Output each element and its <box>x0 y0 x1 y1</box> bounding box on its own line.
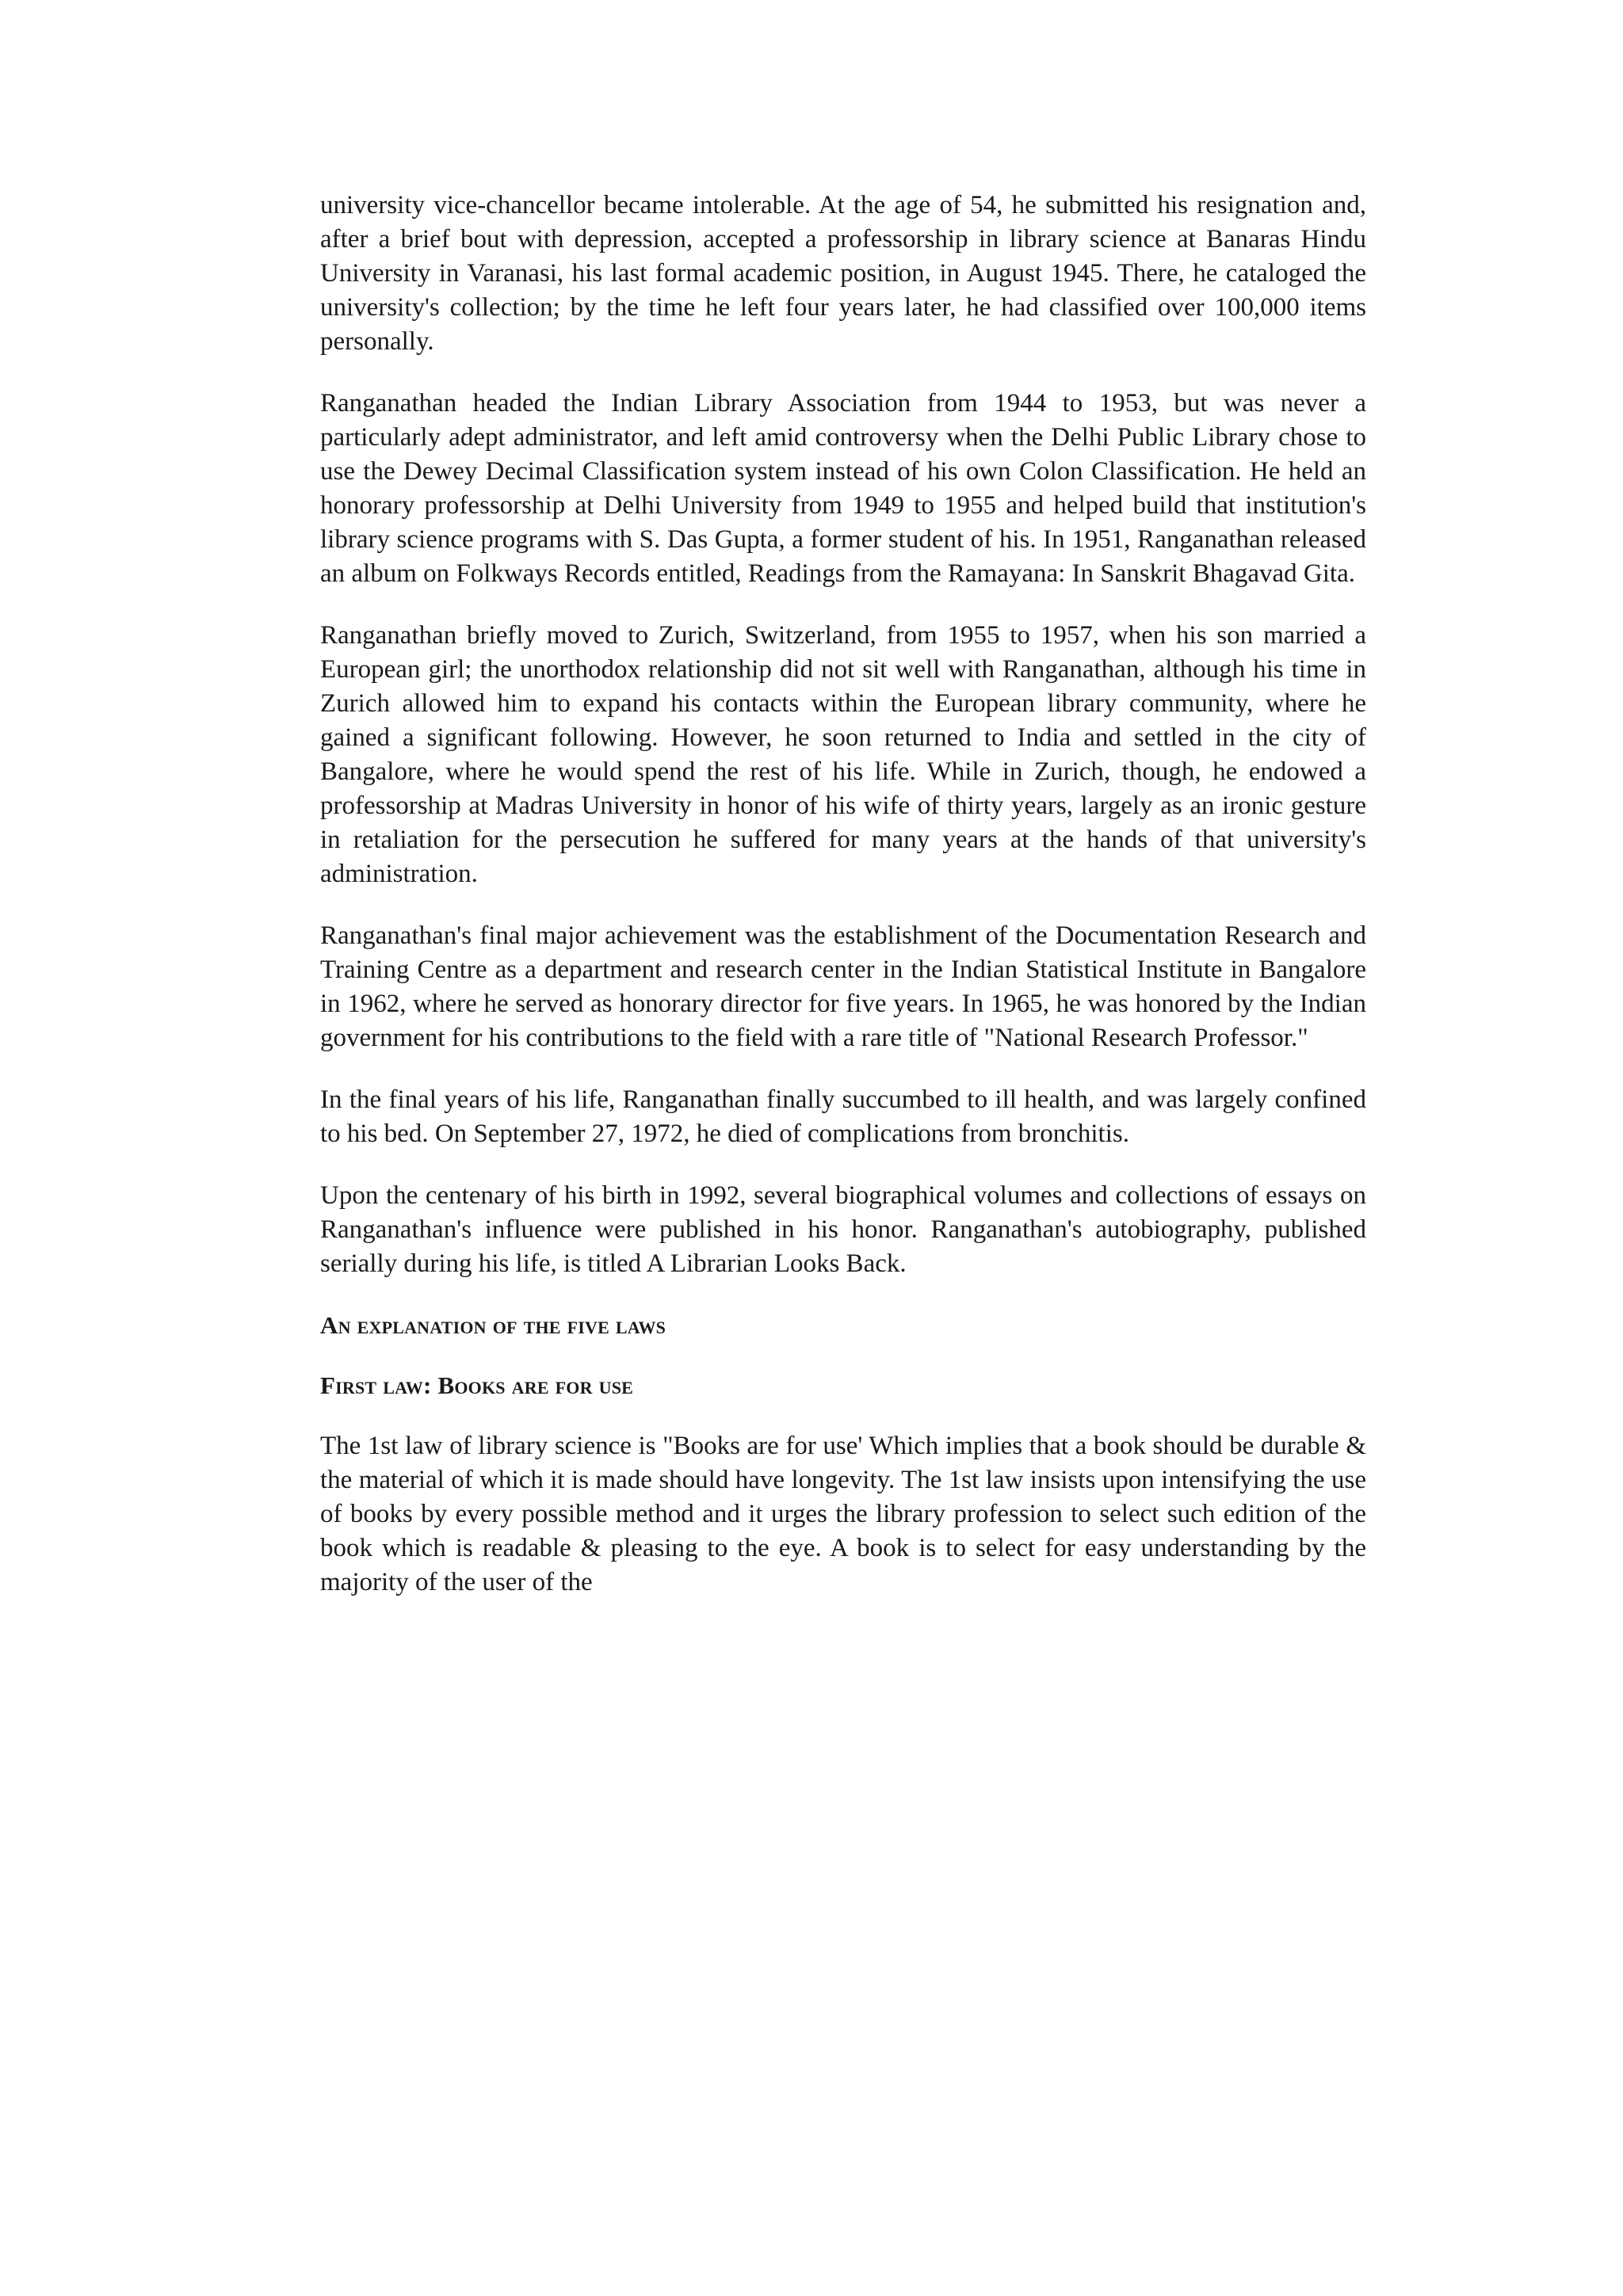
paragraph-library-association: Ranganathan headed the Indian Library Association from 1944 to 1953, but was never a particularly adept administrator, and left amid controversy when the Delhi Public Library chose to use the Dewey Decimal Classification system instead of his own Colon Classification. He held an honorary professorship at Delhi University from 1949 to 1955 and helped build that institution's library science programs with S. Das Gupta, a former student of his. In 1951, Ranganathan released an album on Folkways Records entitled, Readings from the Ramayana: In Sanskrit Bhagavad Gita. <box>320 389 1366 588</box>
document-page <box>320 189 1366 1627</box>
paragraph-final-achievement: Ranganathan's final major achievement was the establishment of the Documentation Research and Training Centre as a department and research center in the Indian Statistical Institute in Bangalore in 1962, where he served as honorary director for five years. In 1965, he was honored by the Indian government for his contributions to the field with a rare title of "National Research Professor." <box>320 921 1366 1052</box>
paragraph-resignation: university vice-chancellor became intolerable. At the age of 54, he submitted his resignation and, after a brief bout with depression, accepted a professorship in library science at Banaras Hindu University in Varanasi, his last formal academic position, in August 1945. There, he cataloged the university's collection; by the time he left four years later, he had classified over 100,000 items personally. <box>320 191 1366 356</box>
heading-five-laws: An explanation of the five laws <box>320 1311 666 1339</box>
paragraph-centenary: Upon the centenary of his birth in 1992, several biographical volumes and collections of essays on Ranganathan's influence were published in his honor. Ranganathan's autobiography, published serially during his life, is titled A Librarian Looks Back. <box>320 1181 1366 1278</box>
heading-first-law: First law: Books are for use <box>320 1371 634 1399</box>
paragraph-first-law: The 1st law of library science is "Books are for use' Which implies that a book should be durable & the material of which it is made should have longevity. The 1st law insists upon intensifying the use of books by every possible method and it urges the library profession to select such edition of the book which is readable & pleasing to the eye. A book is to select for easy understanding by the majority of the user of the <box>320 1432 1366 1596</box>
paragraph-final-years: In the final years of his life, Ranganathan finally succumbed to ill health, and was largely confined to his bed. On September 27, 1972, he died of complications from bronchitis. <box>320 1085 1366 1148</box>
paragraph-zurich: Ranganathan briefly moved to Zurich, Switzerland, from 1955 to 1957, when his son married a European girl; the unorthodox relationship did not sit well with Ranganathan, although his time in Zurich allowed him to expand his contacts within the European library community, where he gained a significant following. However, he soon returned to India and settled in the city of Bangalore, where he would spend the rest of his life. While in Zurich, though, he endowed a professorship at Madras University in honor of his wife of thirty years, largely as an ironic gesture in retaliation for the persecution he suffered for many years at the hands of that university's administration. <box>320 621 1366 888</box>
